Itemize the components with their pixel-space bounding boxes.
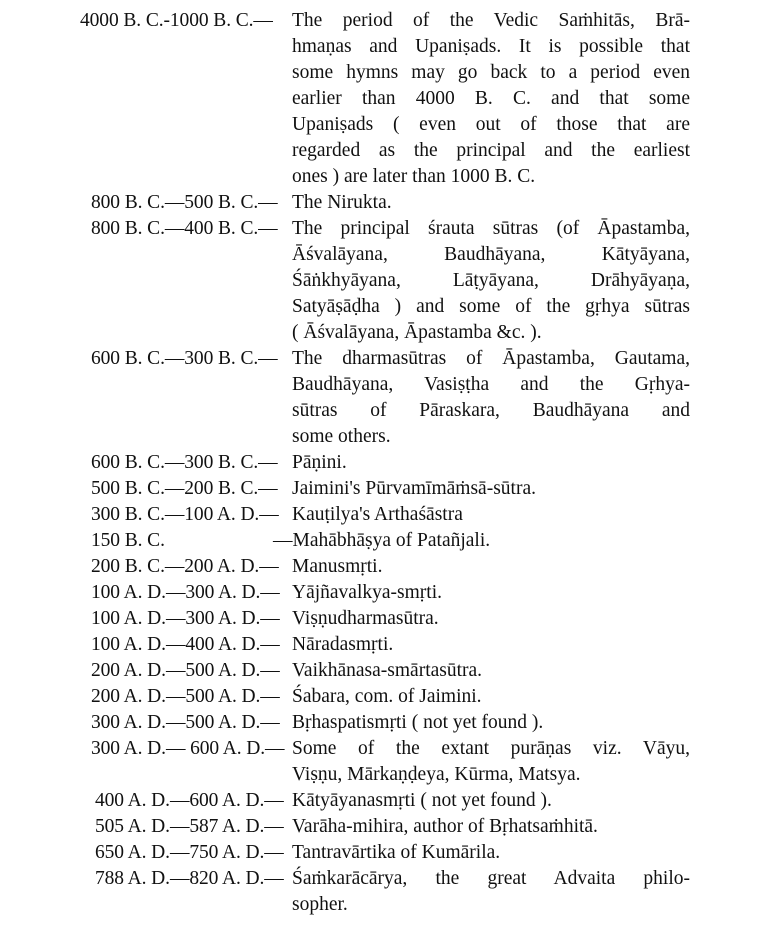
entry-description <box>292 788 690 814</box>
entry-description <box>273 528 671 554</box>
description-line: sūtras of Pāraskara, Baudhāyana and <box>292 400 690 421</box>
description-line: Satyāṣāḍha ) and some of the gṛhya sūtras <box>292 296 690 317</box>
chronology-entry <box>0 502 765 528</box>
entry-description <box>292 606 690 632</box>
description-line: Some of the extant purāṇas viz. Vāyu, <box>292 738 690 759</box>
chronology-entry <box>0 476 765 502</box>
entry-description <box>292 476 690 502</box>
description-line: Jaimini's Pūrvamīmāṁsā-sūtra. <box>292 478 536 499</box>
entry-date: 200 A. D.—500 A. D.— <box>91 686 280 707</box>
description-line: Vaikhānasa-smārtasūtra. <box>292 660 483 681</box>
entry-date: 600 B. C.—300 B. C.— <box>91 348 278 369</box>
description-line: earlier than 4000 B. C. and that some <box>292 88 690 109</box>
entry-description <box>292 502 690 528</box>
chronology-entry <box>0 554 765 580</box>
entry-description <box>292 736 690 788</box>
description-line: The Nirukta. <box>292 192 392 213</box>
chronology-list <box>0 8 765 918</box>
entry-description <box>292 580 690 606</box>
chronology-entry <box>0 866 765 918</box>
entry-date: 600 B. C.—300 B. C.— <box>91 452 278 473</box>
description-line: ones ) are later than 1000 B. C. <box>292 166 536 187</box>
description-line: The dharmasūtras of Āpastamba, Gautama, <box>292 348 690 369</box>
entry-date: 200 B. C.—200 A. D.— <box>91 556 279 577</box>
description-line: Kauṭilya's Arthaśāstra <box>292 504 463 525</box>
description-line: Nāradasmṛti. <box>292 634 394 655</box>
description-line: Tantravārtika of Kumārila. <box>292 842 501 863</box>
entry-description <box>292 450 690 476</box>
chronology-entry <box>0 710 765 736</box>
entry-date: 800 B. C.—400 B. C.— <box>91 218 278 239</box>
entry-date: 300 A. D.—500 A. D.— <box>91 712 280 733</box>
entry-description <box>292 710 690 736</box>
description-line: Varāha-mihira, author of Bṛhatsaṁhitā. <box>292 816 598 837</box>
entry-date: 4000 B. C.-1000 B. C.— <box>80 10 273 31</box>
description-line: Yājñavalkya-smṛti. <box>292 582 442 603</box>
description-line: some others. <box>292 426 391 447</box>
chronology-entry <box>0 814 765 840</box>
description-line: Viṣṇudharmasūtra. <box>292 608 439 629</box>
chronology-entry <box>0 658 765 684</box>
description-line: hmaṇas and Upaniṣads. It is possible that <box>292 36 690 57</box>
description-line: Kātyāyanasmṛti ( not yet found ). <box>292 790 552 811</box>
entry-description <box>292 216 690 346</box>
description-line: Baudhāyana, Vasiṣṭha and the Gṛhya- <box>292 374 690 395</box>
description-line: Manusmṛti. <box>292 556 383 577</box>
entry-description <box>292 866 690 918</box>
entry-description <box>292 632 690 658</box>
entry-description <box>292 554 690 580</box>
chronology-entry <box>0 684 765 710</box>
description-line: Śabara, com. of Jaimini. <box>292 686 482 707</box>
description-line: Upaniṣads ( even out of those that are <box>292 114 690 135</box>
entry-date: 300 B. C.—100 A. D.— <box>91 504 279 525</box>
chronology-entry <box>0 580 765 606</box>
entry-date: 300 A. D.— 600 A. D.— <box>91 738 285 759</box>
entry-description <box>292 190 690 216</box>
description-line: —Mahābhāṣya of Patañjali. <box>273 530 491 551</box>
entry-date: 800 B. C.—500 B. C.— <box>91 192 278 213</box>
description-line: The principal śrauta sūtras (of Āpastamba, <box>292 218 690 239</box>
description-line: The period of the Vedic Saṁhitās, Brā- <box>292 10 690 31</box>
entry-description <box>292 658 690 684</box>
entry-date: 650 A. D.—750 A. D.— <box>95 842 284 863</box>
description-line: Pāṇini. <box>292 452 347 473</box>
entry-description <box>292 8 690 190</box>
description-line: regarded as the principal and the earliest <box>292 140 690 161</box>
entry-date: 400 A. D.—600 A. D.— <box>95 790 284 811</box>
entry-description <box>292 840 690 866</box>
description-line: Viṣṇu, Mārkaṇḍeya, Kūrma, Matsya. <box>292 764 581 785</box>
entry-date: 200 A. D.—500 A. D.— <box>91 660 280 681</box>
entry-description <box>292 814 690 840</box>
entry-date: 100 A. D.—300 A. D.— <box>91 608 280 629</box>
description-line: Śaṁkarācārya, the great Advaita philo- <box>292 868 690 889</box>
chronology-entry <box>0 346 765 450</box>
description-line: Āśvalāyana, Baudhāyana, Kātyāyana, <box>292 244 690 265</box>
entry-description <box>292 346 690 450</box>
chronology-entry <box>0 840 765 866</box>
entry-date: 150 B. C. <box>91 530 165 551</box>
chronology-entry <box>0 606 765 632</box>
entry-date: 500 B. C.—200 B. C.— <box>91 478 278 499</box>
description-line: Bṛhaspatismṛti ( not yet found ). <box>292 712 544 733</box>
entry-date: 100 A. D.—400 A. D.— <box>91 634 280 655</box>
chronology-entry <box>0 528 765 554</box>
entry-date: 100 A. D.—300 A. D.— <box>91 582 280 603</box>
entry-date: 505 A. D.—587 A. D.— <box>95 816 284 837</box>
chronology-entry <box>0 788 765 814</box>
description-line: some hymns may go back to a period even <box>292 62 690 83</box>
chronology-entry <box>0 8 765 190</box>
chronology-entry <box>0 632 765 658</box>
description-line: sopher. <box>292 894 348 915</box>
entry-description <box>292 684 690 710</box>
chronology-entry <box>0 216 765 346</box>
chronology-entry <box>0 450 765 476</box>
chronology-entry <box>0 736 765 788</box>
description-line: ( Āśvalāyana, Āpastamba &c. ). <box>292 322 542 343</box>
entry-date: 788 A. D.—820 A. D.— <box>95 868 284 889</box>
chronology-entry <box>0 190 765 216</box>
description-line: Śāṅkhyāyana, Lāṭyāyana, Drāhyāyaṇa, <box>292 270 690 291</box>
